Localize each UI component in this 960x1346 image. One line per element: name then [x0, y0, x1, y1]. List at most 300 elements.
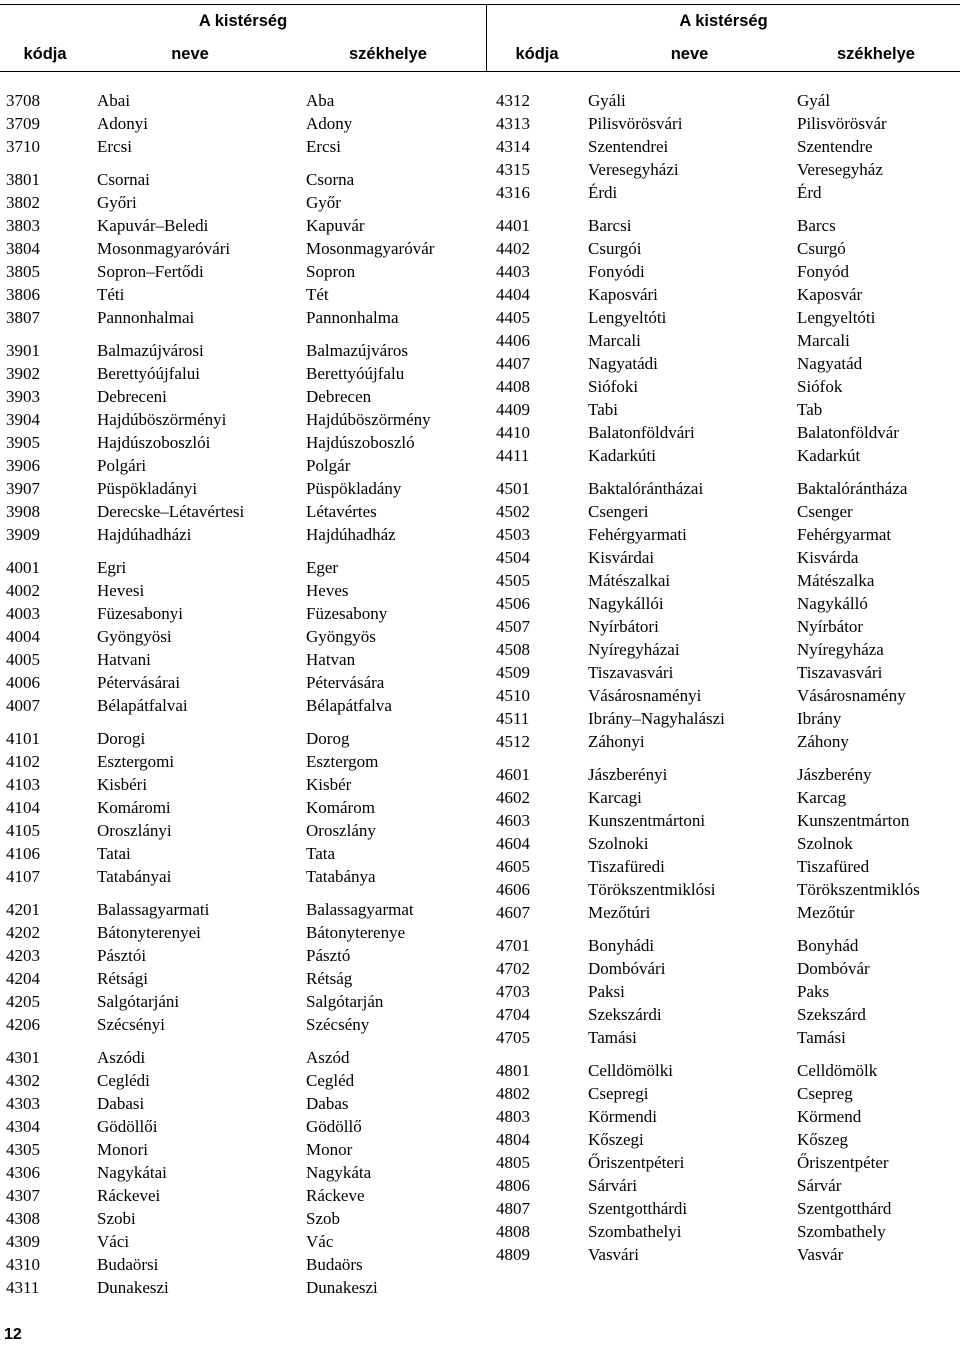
table-row	[6, 921, 486, 944]
table-row	[496, 1105, 960, 1128]
name-cell: Paksi	[588, 982, 625, 1001]
seat-cell: Vasvár	[797, 1245, 844, 1264]
name-cell: Szentendrei	[588, 137, 669, 156]
code-cell: 4206	[6, 1015, 40, 1034]
table-row	[496, 878, 960, 901]
seat-cell: Baktalórántháza	[797, 479, 908, 498]
table-row	[496, 730, 960, 753]
seat-cell: Tamási	[797, 1028, 846, 1047]
row-group	[496, 214, 960, 467]
name-cell: Bélapátfalvai	[97, 696, 188, 715]
seat-cell: Körmend	[797, 1107, 862, 1126]
table-row	[6, 168, 486, 191]
code-cell: 4404	[496, 285, 530, 304]
table-row	[496, 181, 960, 204]
table-row	[496, 546, 960, 569]
seat-cell: Mátészalka	[797, 571, 875, 590]
table-row	[496, 809, 960, 832]
name-cell: Salgótarjáni	[97, 992, 180, 1011]
code-cell: 4204	[6, 969, 40, 988]
seat-cell: Jászberény	[797, 765, 872, 784]
name-cell: Dunakeszi	[97, 1278, 169, 1297]
name-cell: Kisbéri	[97, 775, 148, 794]
name-cell: Tiszavasvári	[588, 663, 674, 682]
table-row	[6, 671, 486, 694]
name-cell: Dabasi	[97, 1094, 145, 1113]
name-cell: Szombathelyi	[588, 1222, 682, 1241]
table-row	[496, 421, 960, 444]
name-cell: Bátonyterenyei	[97, 923, 201, 942]
seat-cell: Berettyóújfalu	[306, 364, 405, 383]
seat-cell: Balatonföldvár	[797, 423, 899, 442]
name-cell: Marcali	[588, 331, 641, 350]
seat-cell: Őriszentpéter	[797, 1153, 889, 1172]
code-cell: 4803	[496, 1107, 530, 1126]
code-cell: 3906	[6, 456, 40, 475]
seat-cell: Szob	[306, 1209, 340, 1228]
code-cell: 4302	[6, 1071, 40, 1090]
code-cell: 4807	[496, 1199, 530, 1218]
name-cell: Hajdúszoboszlói	[97, 433, 211, 452]
name-cell: Füzesabonyi	[97, 604, 183, 623]
row-group	[6, 898, 486, 1036]
name-cell: Törökszentmiklósi	[588, 880, 716, 899]
seat-cell: Eger	[306, 558, 339, 577]
seat-cell: Marcali	[797, 331, 850, 350]
name-cell: Rétsági	[97, 969, 148, 988]
table-row	[496, 1003, 960, 1026]
table-row	[496, 398, 960, 421]
code-cell: 4101	[6, 729, 40, 748]
seat-cell: Szécsény	[306, 1015, 370, 1034]
name-cell: Pilisvörösvári	[588, 114, 683, 133]
code-cell: 4804	[496, 1130, 530, 1149]
table-row	[496, 500, 960, 523]
code-cell: 4705	[496, 1028, 530, 1047]
name-cell: Nyíregyházai	[588, 640, 680, 659]
table-row	[6, 385, 486, 408]
code-cell: 4508	[496, 640, 530, 659]
code-cell: 4604	[496, 834, 530, 853]
code-cell: 3901	[6, 341, 40, 360]
code-cell: 4002	[6, 581, 40, 600]
seat-cell: Vác	[306, 1232, 334, 1251]
code-cell: 4505	[496, 571, 530, 590]
table-row	[6, 1046, 486, 1069]
seat-cell: Záhony	[797, 732, 849, 751]
code-cell: 4305	[6, 1140, 40, 1159]
code-cell: 4701	[496, 936, 530, 955]
name-cell: Kaposvári	[588, 285, 658, 304]
seat-cell: Győr	[306, 193, 341, 212]
row-group	[6, 556, 486, 717]
table-row	[6, 1161, 486, 1184]
seat-cell: Szombathely	[797, 1222, 886, 1241]
code-cell: 4402	[496, 239, 530, 258]
seat-cell: Adony	[306, 114, 353, 133]
right-column-table	[496, 89, 960, 1276]
name-cell: Ceglédi	[97, 1071, 150, 1090]
name-cell: Tiszafüredi	[588, 857, 665, 876]
table-row	[6, 865, 486, 888]
table-row	[6, 1069, 486, 1092]
name-cell: Baktalórántházai	[588, 479, 704, 498]
seat-cell: Csepreg	[797, 1084, 853, 1103]
code-cell: 4311	[6, 1278, 40, 1297]
code-cell: 4102	[6, 752, 40, 771]
seat-cell: Dunakeszi	[306, 1278, 378, 1297]
table-row	[6, 750, 486, 773]
table-row	[6, 237, 486, 260]
code-cell: 3903	[6, 387, 40, 406]
name-cell: Mosonmagyaróvári	[97, 239, 231, 258]
seat-cell: Karcag	[797, 788, 847, 807]
seat-cell: Füzesabony	[306, 604, 388, 623]
seat-cell: Nyíregyháza	[797, 640, 884, 659]
name-cell: Sopron–Fertődi	[97, 262, 204, 281]
name-cell: Esztergomi	[97, 752, 175, 771]
table-row	[496, 523, 960, 546]
seat-cell: Nagykáta	[306, 1163, 372, 1182]
code-cell: 4405	[496, 308, 530, 327]
code-cell: 4407	[496, 354, 530, 373]
seat-cell: Salgótarján	[306, 992, 384, 1011]
header-code-left: kódja	[23, 45, 67, 63]
table-row	[6, 283, 486, 306]
seat-cell: Fonyód	[797, 262, 849, 281]
code-cell: 4309	[6, 1232, 40, 1251]
seat-cell: Budaörs	[306, 1255, 363, 1274]
table-row	[496, 306, 960, 329]
name-cell: Szécsényi	[97, 1015, 165, 1034]
name-cell: Balatonföldvári	[588, 423, 695, 442]
name-cell: Abai	[97, 91, 131, 110]
seat-cell: Nagykálló	[797, 594, 868, 613]
code-cell: 4307	[6, 1186, 40, 1205]
name-cell: Sárvári	[588, 1176, 638, 1195]
code-cell: 3710	[6, 137, 40, 156]
seat-cell: Ercsi	[306, 137, 341, 156]
code-cell: 3803	[6, 216, 40, 235]
code-cell: 4805	[496, 1153, 530, 1172]
seat-cell: Nagyatád	[797, 354, 863, 373]
code-cell: 4702	[496, 959, 530, 978]
code-cell: 3804	[6, 239, 40, 258]
seat-cell: Kadarkút	[797, 446, 861, 465]
seat-cell: Dorog	[306, 729, 350, 748]
code-cell: 4310	[6, 1255, 40, 1274]
name-cell: Fonyódi	[588, 262, 645, 281]
seat-cell: Pásztó	[306, 946, 351, 965]
code-cell: 4510	[496, 686, 530, 705]
seat-cell: Tata	[306, 844, 336, 863]
code-cell: 4106	[6, 844, 40, 863]
code-cell: 4511	[496, 709, 530, 728]
code-cell: 4005	[6, 650, 40, 669]
code-cell: 4107	[6, 867, 40, 886]
code-cell: 4603	[496, 811, 530, 830]
row-group	[6, 727, 486, 888]
table-row	[6, 89, 486, 112]
table-row	[6, 1276, 486, 1299]
name-cell: Csurgói	[588, 239, 642, 258]
table-row	[496, 158, 960, 181]
code-cell: 4006	[6, 673, 40, 692]
code-cell: 4315	[496, 160, 530, 179]
table-row	[6, 1115, 486, 1138]
seat-cell: Paks	[797, 982, 830, 1001]
table-row	[6, 625, 486, 648]
name-cell: Csepregi	[588, 1084, 649, 1103]
code-cell: 4409	[496, 400, 530, 419]
seat-cell: Kunszentmárton	[797, 811, 910, 830]
code-cell: 3805	[6, 262, 40, 281]
table-row	[496, 89, 960, 112]
table-row	[6, 967, 486, 990]
table-row	[6, 1207, 486, 1230]
table-row	[6, 454, 486, 477]
seat-cell: Gyöngyös	[306, 627, 376, 646]
name-cell: Kapuvár–Beledi	[97, 216, 209, 235]
row-group	[496, 89, 960, 204]
name-cell: Mátészalkai	[588, 571, 671, 590]
name-cell: Téti	[97, 285, 125, 304]
code-cell: 4801	[496, 1061, 530, 1080]
name-cell: Monori	[97, 1140, 148, 1159]
row-group	[6, 1046, 486, 1299]
code-cell: 3801	[6, 170, 40, 189]
code-cell: 4104	[6, 798, 40, 817]
table-row	[496, 237, 960, 260]
name-cell: Adonyi	[97, 114, 148, 133]
table-row	[6, 523, 486, 546]
seat-cell: Szentendre	[797, 137, 873, 156]
name-cell: Szobi	[97, 1209, 136, 1228]
seat-cell: Ráckeve	[306, 1186, 365, 1205]
name-cell: Szekszárdi	[588, 1005, 662, 1024]
name-cell: Pétervásárai	[97, 673, 181, 692]
header-columns-left	[0, 38, 486, 71]
seat-cell: Csurgó	[797, 239, 846, 258]
table-row	[6, 191, 486, 214]
code-cell: 3904	[6, 410, 40, 429]
code-cell: 4602	[496, 788, 530, 807]
name-cell: Pannonhalmai	[97, 308, 195, 327]
code-cell: 4304	[6, 1117, 40, 1136]
seat-cell: Szentgotthárd	[797, 1199, 892, 1218]
seat-cell: Csenger	[797, 502, 853, 521]
header-name-left: neve	[171, 45, 209, 63]
name-cell: Ercsi	[97, 137, 132, 156]
table-header-right	[487, 4, 960, 72]
table-row	[6, 477, 486, 500]
seat-cell: Siófok	[797, 377, 843, 396]
table-row	[6, 898, 486, 921]
seat-cell: Tiszafüred	[797, 857, 870, 876]
seat-cell: Polgár	[306, 456, 351, 475]
name-cell: Hajdúböszörményi	[97, 410, 227, 429]
code-cell: 4605	[496, 857, 530, 876]
table-row	[496, 329, 960, 352]
seat-cell: Bonyhád	[797, 936, 859, 955]
seat-cell: Gyál	[797, 91, 831, 110]
seat-cell: Szekszárd	[797, 1005, 866, 1024]
table-row	[6, 773, 486, 796]
code-cell: 4802	[496, 1084, 530, 1103]
code-cell: 4314	[496, 137, 530, 156]
name-cell: Fehérgyarmati	[588, 525, 687, 544]
code-cell: 4205	[6, 992, 40, 1011]
name-cell: Vásárosnaményi	[588, 686, 702, 705]
seat-cell: Sárvár	[797, 1176, 842, 1195]
table-row	[496, 1243, 960, 1266]
seat-cell: Gödöllő	[306, 1117, 362, 1136]
name-cell: Mezőtúri	[588, 903, 651, 922]
name-cell: Siófoki	[588, 377, 639, 396]
name-cell: Tatabányai	[97, 867, 172, 886]
seat-cell: Kisvárda	[797, 548, 859, 567]
code-cell: 4103	[6, 775, 40, 794]
name-cell: Nagykátai	[97, 1163, 167, 1182]
code-cell: 4316	[496, 183, 530, 202]
table-row	[496, 661, 960, 684]
table-row	[496, 615, 960, 638]
header-title-left: A kistérség	[198, 12, 288, 30]
table-row	[6, 796, 486, 819]
name-cell: Tamási	[588, 1028, 637, 1047]
code-cell: 4808	[496, 1222, 530, 1241]
code-cell: 4408	[496, 377, 530, 396]
table-row	[6, 727, 486, 750]
seat-cell: Kőszeg	[797, 1130, 848, 1149]
name-cell: Oroszlányi	[97, 821, 172, 840]
name-cell: Barcsi	[588, 216, 632, 235]
table-row	[496, 980, 960, 1003]
seat-cell: Komárom	[306, 798, 375, 817]
code-cell: 4306	[6, 1163, 40, 1182]
name-cell: Karcagi	[588, 788, 642, 807]
header-columns-right	[487, 38, 960, 71]
seat-cell: Rétság	[306, 969, 353, 988]
seat-cell: Bátonyterenye	[306, 923, 406, 942]
code-cell: 4007	[6, 696, 40, 715]
table-row	[6, 1013, 486, 1036]
seat-cell: Kisbér	[306, 775, 352, 794]
table-row	[6, 135, 486, 158]
table-row	[6, 990, 486, 1013]
table-row	[6, 648, 486, 671]
seat-cell: Celldömölk	[797, 1061, 878, 1080]
table-row	[496, 763, 960, 786]
name-cell: Győri	[97, 193, 137, 212]
seat-cell: Tatabánya	[306, 867, 376, 886]
seat-cell: Vásárosnamény	[797, 686, 906, 705]
table-row	[496, 477, 960, 500]
table-row	[496, 1151, 960, 1174]
seat-cell: Lengyeltóti	[797, 308, 876, 327]
seat-cell: Létavértes	[306, 502, 377, 521]
code-cell: 4806	[496, 1176, 530, 1195]
code-cell: 4601	[496, 765, 530, 784]
table-row	[496, 1197, 960, 1220]
table-row	[6, 431, 486, 454]
code-cell: 4003	[6, 604, 40, 623]
table-row	[496, 112, 960, 135]
table-row	[6, 260, 486, 283]
table-row	[6, 842, 486, 865]
seat-cell: Hajdúböszörmény	[306, 410, 431, 429]
code-cell: 4501	[496, 479, 530, 498]
name-cell: Kadarkúti	[588, 446, 656, 465]
name-cell: Bonyhádi	[588, 936, 655, 955]
table-row	[496, 1174, 960, 1197]
name-cell: Dorogi	[97, 729, 146, 748]
table-row	[6, 1092, 486, 1115]
code-cell: 4105	[6, 821, 40, 840]
name-cell: Celldömölki	[588, 1061, 673, 1080]
name-cell: Komáromi	[97, 798, 171, 817]
code-cell: 4703	[496, 982, 530, 1001]
name-cell: Püspökladányi	[97, 479, 198, 498]
name-cell: Záhonyi	[588, 732, 645, 751]
row-group	[6, 168, 486, 329]
name-cell: Egri	[97, 558, 127, 577]
header-title-right: A kistérség	[679, 12, 768, 30]
seat-cell: Törökszentmiklós	[797, 880, 920, 899]
code-cell: 4308	[6, 1209, 40, 1228]
name-cell: Hevesi	[97, 581, 145, 600]
seat-cell: Veresegyház	[797, 160, 883, 179]
table-row	[496, 592, 960, 615]
code-cell: 3907	[6, 479, 40, 498]
table-row	[6, 112, 486, 135]
table-row	[496, 283, 960, 306]
code-cell: 4410	[496, 423, 530, 442]
table-row	[6, 1230, 486, 1253]
name-cell: Balassagyarmati	[97, 900, 210, 919]
seat-cell: Pannonhalma	[306, 308, 399, 327]
name-cell: Érdi	[588, 183, 618, 202]
name-cell: Derecske–Létavértesi	[97, 502, 245, 521]
table-row	[496, 707, 960, 730]
code-cell: 3709	[6, 114, 40, 133]
seat-cell: Tét	[306, 285, 329, 304]
seat-cell: Balassagyarmat	[306, 900, 414, 919]
name-cell: Balmazújvárosi	[97, 341, 204, 360]
name-cell: Veresegyházi	[588, 160, 679, 179]
header-seat-left: székhelye	[349, 45, 427, 63]
code-cell: 4313	[496, 114, 530, 133]
name-cell: Berettyóújfalui	[97, 364, 200, 383]
header-seat-right: székhelye	[837, 45, 915, 63]
seat-cell: Dombóvár	[797, 959, 870, 978]
code-cell: 4504	[496, 548, 530, 567]
name-cell: Szentgotthárdi	[588, 1199, 688, 1218]
table-row	[496, 1026, 960, 1049]
seat-cell: Kapuvár	[306, 216, 365, 235]
seat-cell: Nyírbátor	[797, 617, 864, 636]
header-code-right: kódja	[515, 45, 559, 63]
table-row	[6, 1138, 486, 1161]
table-row	[496, 934, 960, 957]
table-row	[496, 855, 960, 878]
seat-cell: Aszód	[306, 1048, 350, 1067]
seat-cell: Pétervására	[306, 673, 385, 692]
table-row	[496, 832, 960, 855]
name-cell: Gödöllői	[97, 1117, 158, 1136]
seat-cell: Tab	[797, 400, 823, 419]
seat-cell: Kaposvár	[797, 285, 863, 304]
